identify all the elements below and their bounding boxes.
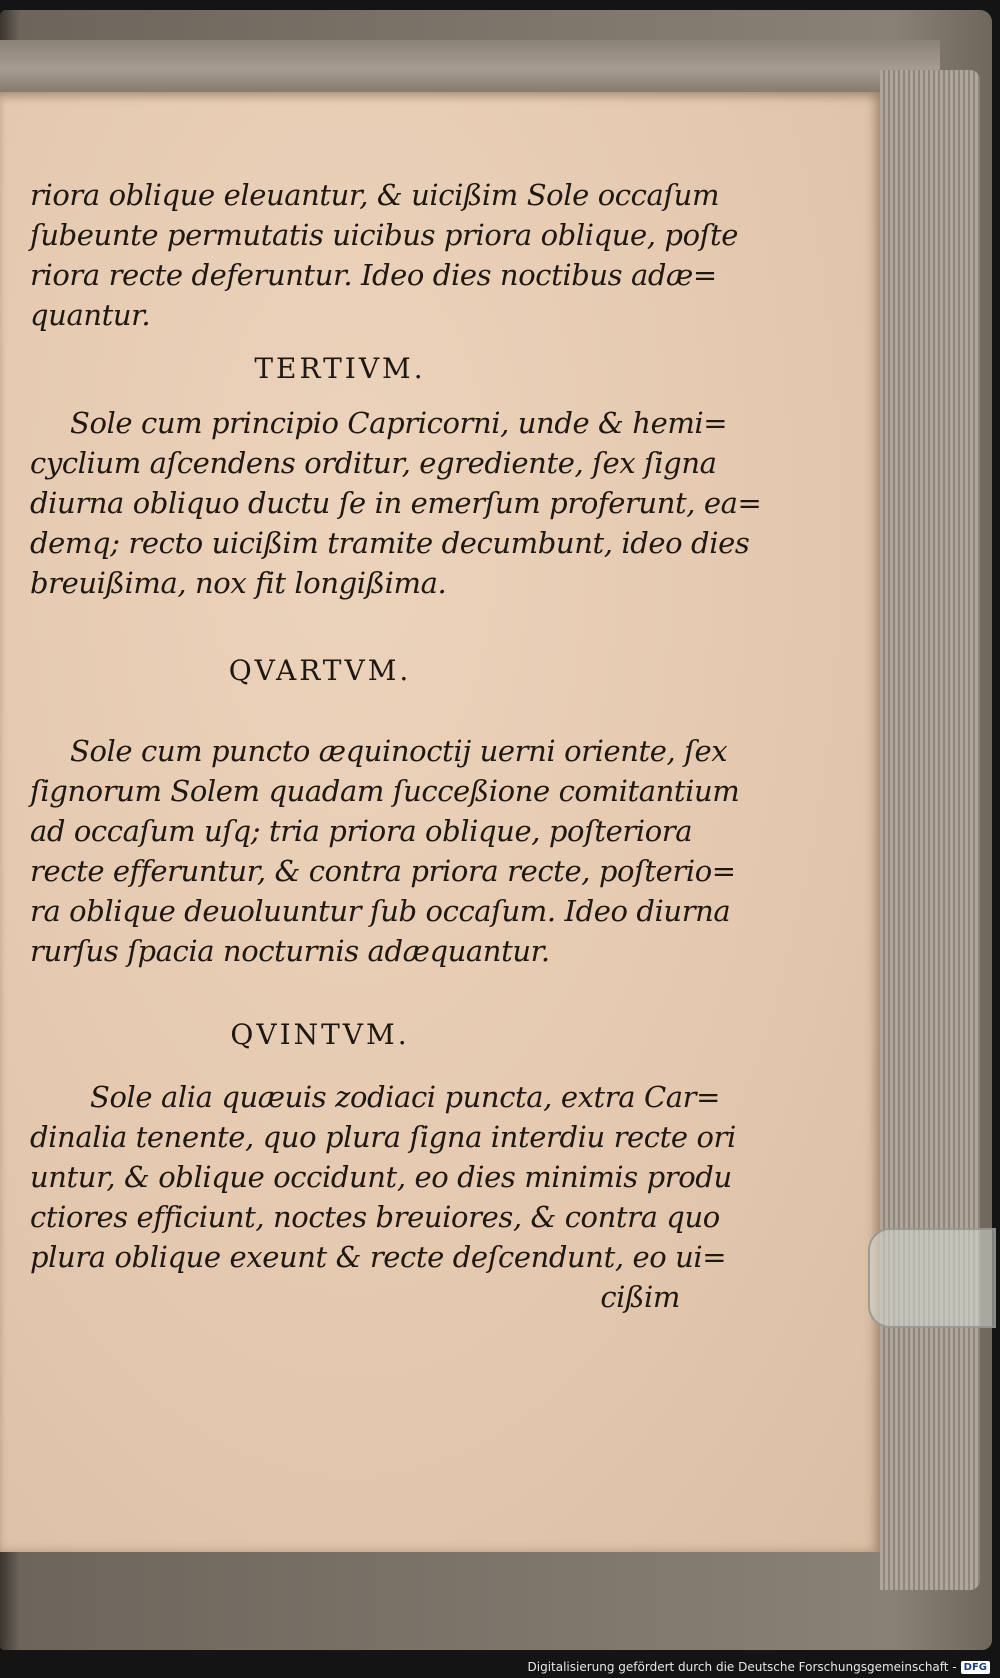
page-text (30, 175, 762, 1317)
text-line: diurna obliquo ductu ſe in emerſum proferunt, ea= (30, 486, 762, 520)
text-line: riora oblique eleuantur, & uicißim Sole occaſum (30, 178, 720, 212)
text-line: cyclium aſcendens orditur, egrediente, ſex ſigna (30, 446, 717, 480)
text-line: untur, & oblique occidunt, eo dies minimis produ (30, 1160, 732, 1194)
heading-quintum: QVINTVM. (230, 1018, 410, 1051)
text-line: Sole alia quæuis zodiaci puncta, extra Car= (90, 1080, 721, 1114)
text-line: ſignorum Solem quadam ſucceßione comitantium (30, 774, 740, 808)
page-stack (880, 70, 980, 1590)
text-line: quantur. (30, 298, 151, 332)
text-line: rurſus ſpacia nocturnis adæquantur. (30, 934, 550, 968)
text-line: ctiores efficiunt, noctes breuiores, & contra quo (30, 1200, 720, 1234)
catchword: cißim (600, 1280, 680, 1314)
text-line: ſubeunte permutatis uicibus priora oblique, poſte (30, 218, 738, 252)
heading-tertium: TERTIVM. (254, 352, 426, 385)
text-line: demq; recto uicißim tramite decumbunt, ideo dies (30, 526, 750, 560)
text-line: plura oblique exeunt & recte deſcendunt, eo ui= (30, 1240, 727, 1274)
dfg-logo: DFG (961, 1661, 990, 1674)
text-line: breuißima, nox fit longißima. (30, 566, 447, 600)
footer-text: Digitalisierung gefördert durch die Deutsche Forschungsgemeinschaft - (527, 1660, 957, 1674)
text-line: recte efferuntur, & contra priora recte, poſterio= (30, 854, 736, 888)
text-line: dinalia tenente, quo plura ſigna interdiu recte ori (30, 1120, 736, 1154)
text-line: riora recte deferuntur. Ideo dies noctibus adæ= (30, 258, 717, 292)
text-line: Sole cum principio Capricorni, unde & hemi= (70, 406, 728, 440)
text-line: ra oblique deuoluuntur ſub occaſum. Ideo diurna (30, 894, 731, 928)
digitization-footer (528, 1660, 991, 1674)
text-line: ad occaſum uſq; tria priora oblique, poſteriora (30, 814, 693, 848)
heading-quartum: QVARTVM. (228, 654, 412, 687)
text-line: Sole cum puncto æquinoctij uerni oriente, ſex (70, 734, 728, 768)
clip-tab (868, 1228, 996, 1328)
